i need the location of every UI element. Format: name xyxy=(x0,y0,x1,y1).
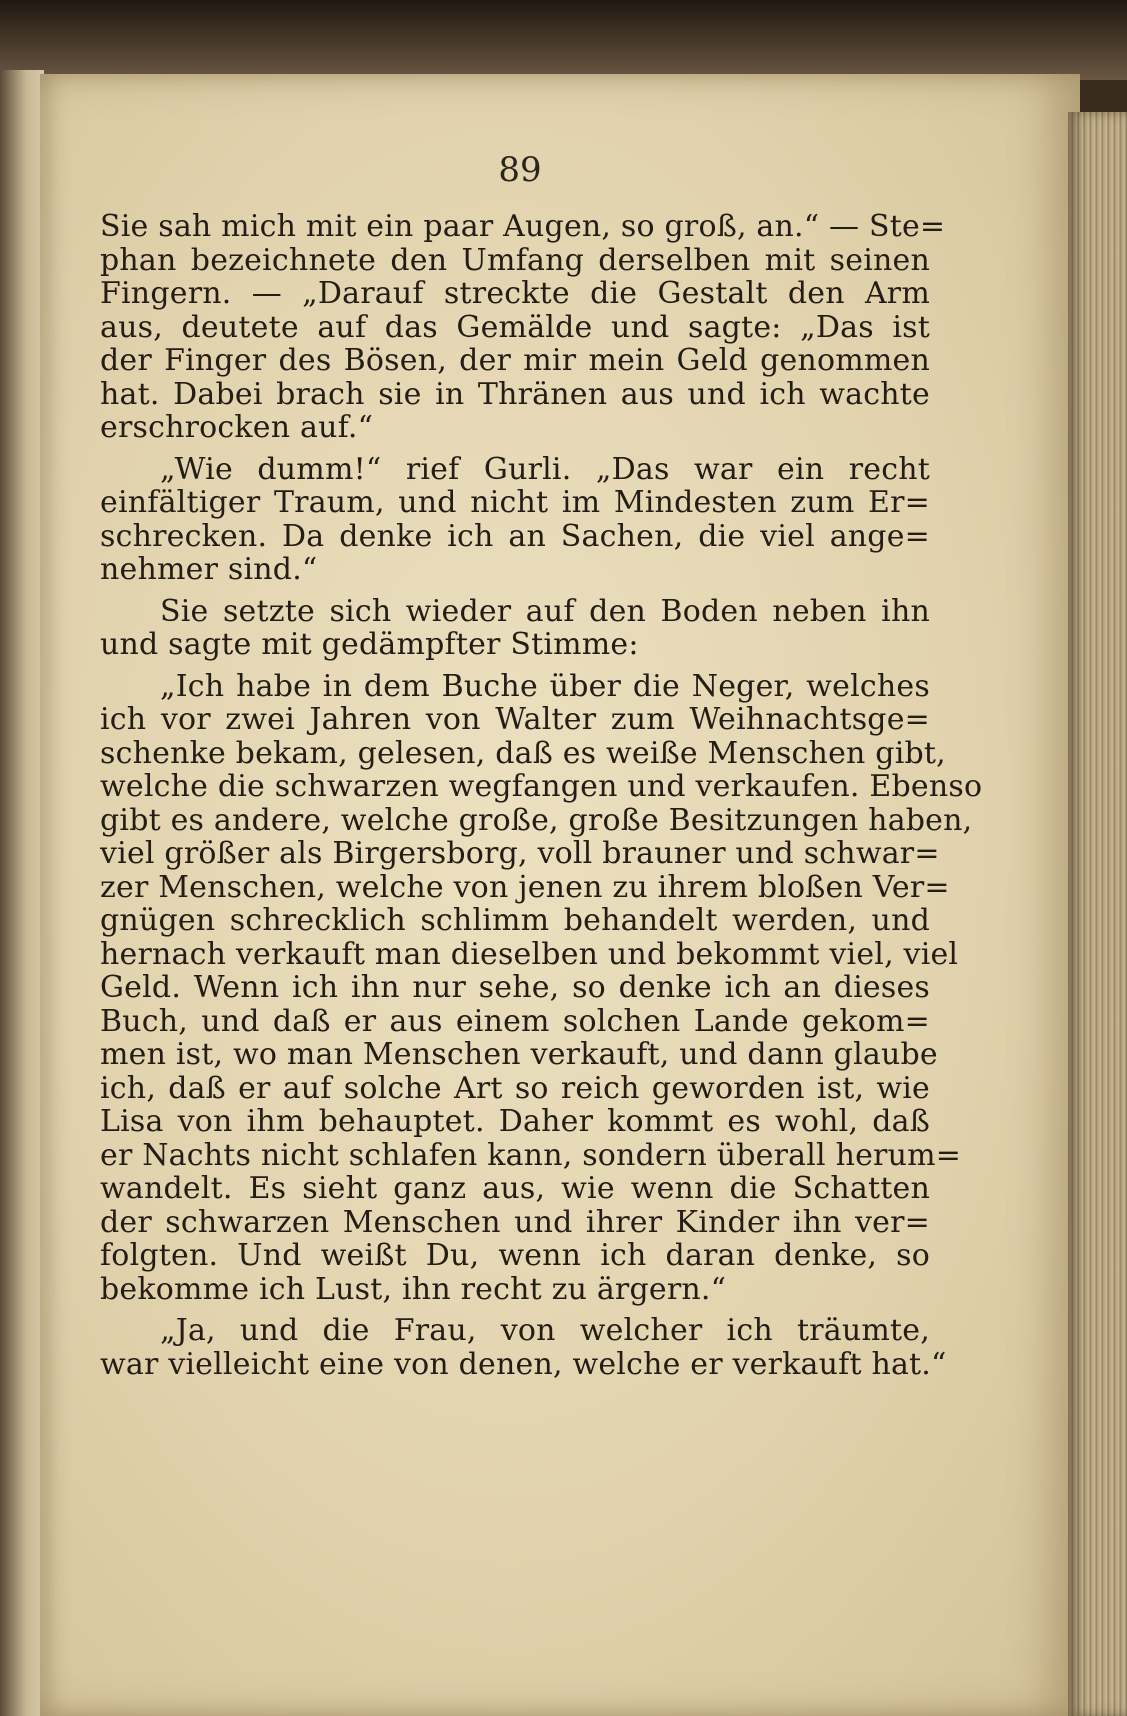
text-line: bekomme ich Lust, ihn recht zu ärgern.“ xyxy=(100,1271,727,1307)
paragraph xyxy=(100,595,930,662)
paragraph xyxy=(100,209,946,445)
text-line: der Finger des Bösen, der mir mein Geld genommen xyxy=(100,343,930,378)
text-line: zer Menschen, welche von jenen zu ihrem bloßen Ver= xyxy=(100,869,950,905)
text-line: der schwarzen Menschen und ihrer Kinder ihn ver= xyxy=(100,1204,930,1240)
text-line: ich, daß er auf solche Art so reich geworden ist, wie xyxy=(100,1070,930,1106)
text-line: ich vor zwei Jahren von Walter zum Weihnachtsge= xyxy=(100,702,930,737)
text-line: phan bezeichnete den Umfang derselben mit seinen xyxy=(100,242,930,278)
text-line: schenke bekam, gelesen, daß es weiße Menschen gibt, xyxy=(100,735,946,771)
text-line: nehmer sind.“ xyxy=(100,552,318,587)
text-line: er Nachts nicht schlafen kann, sondern überall herum= xyxy=(100,1137,962,1173)
text-line: „Ja, und die Frau, von welcher ich träumte, xyxy=(160,1313,930,1348)
page-stack-edge xyxy=(1068,112,1127,1716)
text-line: gnügen schrecklich schlimm behandelt werden, und xyxy=(100,903,930,938)
text-line: welche die schwarzen wegfangen und verkaufen. Ebenso xyxy=(100,769,983,804)
text-line: folgten. Und weißt Du, wenn ich daran denke, so xyxy=(100,1238,930,1273)
text-line: wandelt. Es sieht ganz aus, wie wenn die Schatten xyxy=(100,1171,930,1206)
text-line: war vielleicht eine von denen, welche er verkauft hat.“ xyxy=(100,1346,947,1382)
text-line: hat. Dabei brach sie in Thränen aus und ich wachte xyxy=(100,376,930,412)
text-line: Geld. Wenn ich ihn nur sehe, so denke ich an dieses xyxy=(100,970,930,1005)
page-number: 89 xyxy=(498,150,542,190)
text-line: aus, deutete auf das Gemälde und sagte: „Das ist xyxy=(100,309,930,345)
text-line: viel größer als Birgersborg, voll brauner und schwar= xyxy=(100,836,940,871)
book-top-edge xyxy=(0,0,1127,80)
text-line: „Wie dumm!“ rief Gurli. „Das war ein recht xyxy=(160,451,930,487)
text-line: Sie sah mich mit ein paar Augen, so groß, an.“ — Ste= xyxy=(100,209,946,244)
text-line: einfältiger Traum, und nicht im Mindesten zum Er= xyxy=(100,485,930,520)
text-line: Fingern. — „Darauf streckte die Gestalt den Arm xyxy=(100,276,930,311)
text-line: Buch, und daß er aus einem solchen Lande gekom= xyxy=(100,1003,930,1039)
text-line: erschrocken auf.“ xyxy=(100,410,374,445)
text-line: gibt es andere, welche große, große Besitzungen haben, xyxy=(100,802,973,838)
paragraph xyxy=(100,668,983,1307)
previous-page-edge xyxy=(0,70,44,1716)
text-line: schrecken. Da denke ich an Sachen, die viel ange= xyxy=(100,518,930,554)
paragraph xyxy=(100,453,930,587)
text-line: und sagte mit gedämpfter Stimme: xyxy=(100,627,639,662)
text-line: „Ich habe in dem Buche über die Neger, welches xyxy=(160,668,930,704)
paragraph xyxy=(100,1313,947,1382)
body-text xyxy=(100,209,983,1389)
text-line: hernach verkauft man dieselben und bekommt viel, viel xyxy=(100,936,959,972)
text-line: Lisa von ihm behauptet. Daher kommt es wohl, daß xyxy=(100,1104,930,1139)
text-line: men ist, wo man Menschen verkauft, und dann glaube xyxy=(100,1037,938,1072)
text-line: Sie setzte sich wieder auf den Boden neben ihn xyxy=(160,593,930,629)
